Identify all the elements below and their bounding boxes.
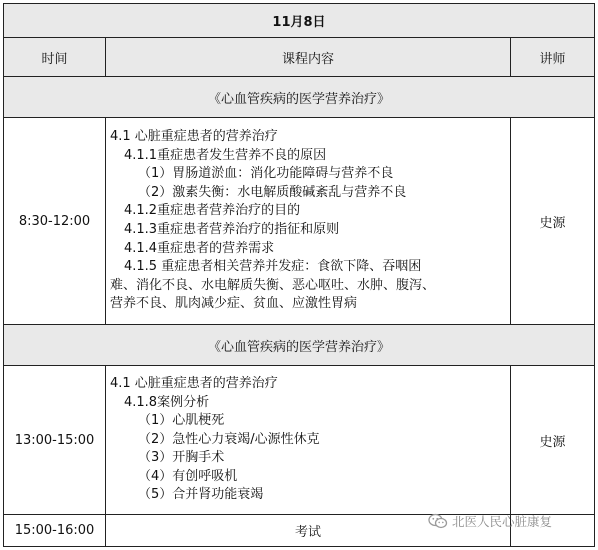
session-1-time: 8:30-12:00: [4, 118, 106, 325]
session-2-line: （3）开胸手术: [138, 450, 225, 466]
session-2-line: （1）心肌梗死: [138, 413, 225, 429]
course-title-1: 《心血管疾病的医学营养治疗》: [4, 77, 595, 118]
session-1-content: [106, 118, 511, 325]
course-title-row-1: [4, 77, 595, 118]
session-2-line: 4.1 心脏重症患者的营养治疗: [110, 375, 278, 391]
session-1-line: 难、消化不良、水电解质失衡、恶心呕吐、水肿、腹泻、: [110, 277, 436, 293]
date-row: [4, 4, 595, 38]
header-teacher: 讲师: [511, 38, 595, 77]
watermark-text: 北医人民心脏康复: [452, 514, 553, 529]
session-1-line: 4.1.1重症患者发生营养不良的原因: [124, 147, 327, 163]
session-1-line: 4.1 心脏重症患者的营养治疗: [110, 129, 278, 145]
header-row: [4, 38, 595, 77]
session-2-line: （4）有创呼吸机: [138, 468, 238, 484]
session-1-line: （1）胃肠道淤血：消化功能障碍与营养不良: [138, 166, 394, 182]
session-1-line: 4.1.5 重症患者相关营养并发症：食欲下降、吞咽困: [124, 259, 422, 275]
session-1-line: 营养不良、肌肉减少症、贫血、应激性胃病: [110, 296, 358, 312]
session-1-line: 4.1.2重症患者营养治疗的目的: [124, 203, 301, 219]
wechat-icon: [428, 513, 448, 529]
course-title-row-2: [4, 325, 595, 366]
exam-content: 考试: [106, 515, 511, 547]
session-2-line: （2）急性心力衰竭/心源性休克: [138, 431, 320, 447]
date-cell: 11月8日: [4, 4, 595, 38]
session-1-line: （2）激素失衡：水电解质酸碱紊乱与营养不良: [138, 184, 407, 200]
session-1-line: 4.1.3重症患者营养治疗的指征和原则: [124, 222, 340, 237]
session-1-teacher: 史源: [511, 118, 595, 325]
session-2-time: 13:00-15:00: [4, 366, 106, 515]
session-row-1: [4, 118, 595, 325]
session-2-line: （5）合并肾功能衰竭: [138, 487, 264, 503]
exam-time: 15:00-16:00: [4, 515, 106, 547]
header-time: 时间: [4, 38, 106, 77]
header-content: 课程内容: [106, 38, 511, 77]
schedule-table: [3, 3, 595, 547]
session-row-2: [4, 366, 595, 515]
watermark: [428, 512, 552, 530]
session-2-content: [106, 366, 511, 515]
session-2-line: 4.1.8案例分析: [124, 394, 210, 410]
session-2-teacher: 史源: [511, 366, 595, 515]
course-title-2: 《心血管疾病的医学营养治疗》: [4, 325, 595, 366]
session-1-line: 4.1.4重症患者的营养需求: [124, 240, 275, 256]
